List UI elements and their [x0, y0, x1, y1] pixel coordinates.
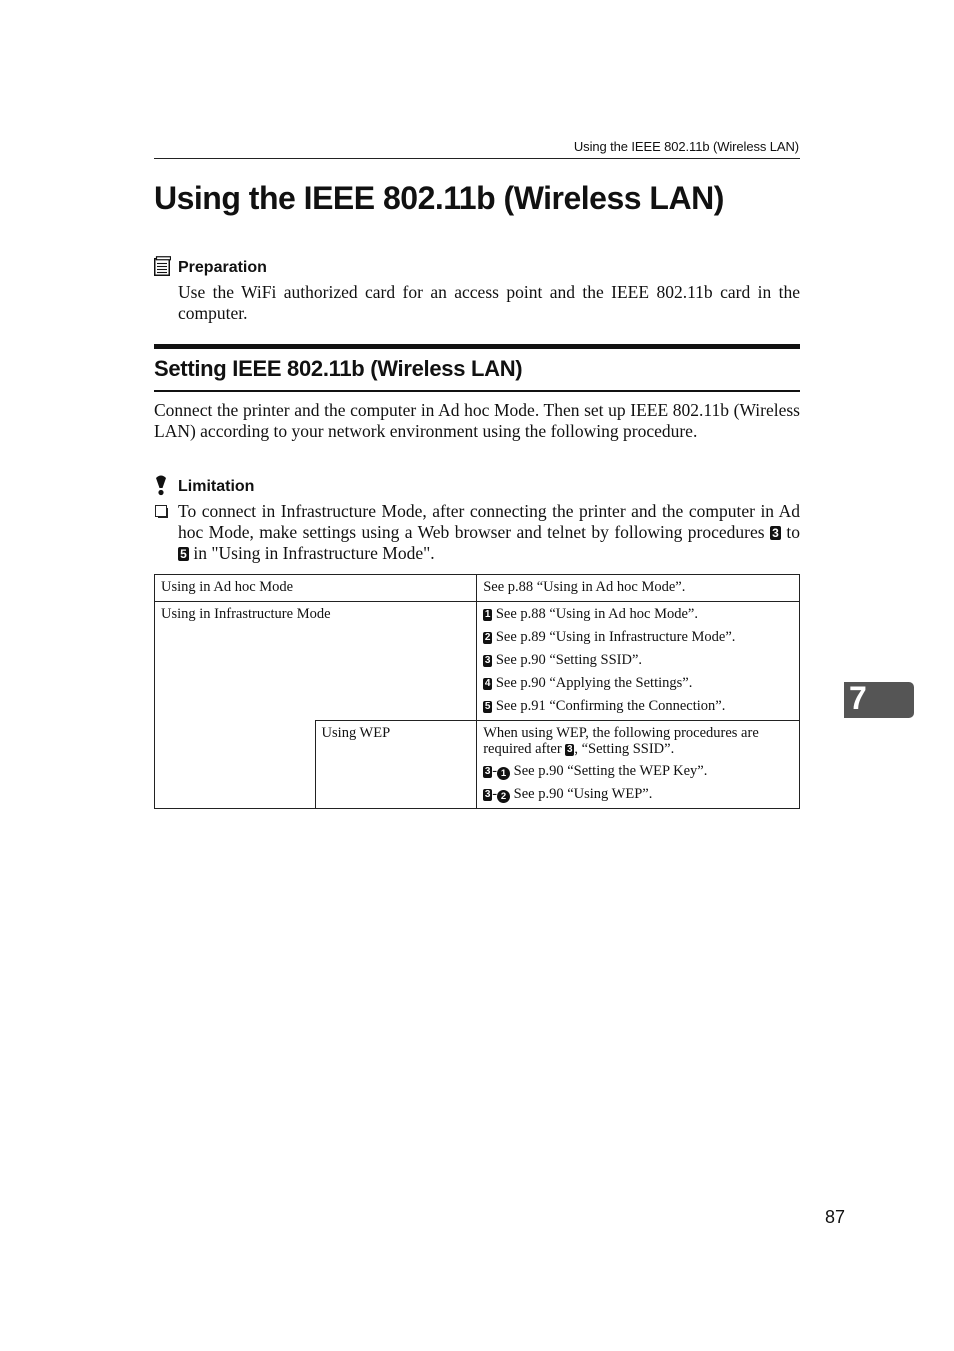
section-top-rule: [154, 344, 800, 349]
step-number-badge: 3: [484, 766, 491, 777]
step-text: See p.89 “Using in Infrastructure Mode”.: [495, 629, 736, 645]
page-number: 87: [825, 1207, 846, 1227]
wep-intro-part1: When using WEP, the following procedures are required after: [483, 725, 759, 757]
step-text: See p.90 “Setting SSID”.: [495, 652, 643, 668]
header-rule: [154, 158, 800, 159]
step-number-badge: 3: [484, 789, 491, 800]
step-text: See p.90 “Applying the Settings”.: [495, 675, 693, 691]
page-title: Using the IEEE 802.11b (Wireless LAN): [154, 180, 724, 216]
step-line: [483, 606, 793, 623]
reference-table: [154, 574, 800, 809]
table-row: [155, 575, 800, 602]
row-reference: See p.88 “Using in Ad hoc Mode”.: [477, 575, 800, 602]
row-steps: [477, 602, 800, 721]
wep-intro-part2: , “Setting SSID”.: [574, 741, 675, 757]
step-text: See p.88 “Using in Ad hoc Mode”.: [495, 606, 698, 622]
note-icon: [154, 256, 171, 276]
limitation-text-part2: to: [786, 522, 800, 542]
substep-number-badge: 2: [497, 790, 510, 803]
step-line: 3 - 2 See p.90 “Using WEP”.: [484, 786, 653, 802]
step-number-badge: 1: [484, 609, 491, 620]
limitation-text-part1: To connect in Infrastructure Mode, after connecting the printer and the computer in Ad hoc Mode, make settings using a Web browser and telnet by following procedures: [178, 501, 800, 542]
limitation-text: [178, 501, 800, 564]
row-sublabel: Using WEP: [315, 721, 477, 809]
row-wep-steps: [477, 721, 800, 809]
step-line: [483, 652, 793, 669]
limitation-label: Limitation: [178, 478, 255, 495]
preparation-text: Use the WiFi authorized card for an access point and the IEEE 802.11b card in the computer.: [178, 282, 800, 323]
section-heading: Setting IEEE 802.11b (Wireless LAN): [154, 356, 523, 381]
table-row: [155, 721, 800, 809]
step-text: See p.90 “Setting the WEP Key”.: [513, 763, 708, 779]
section-body: Connect the printer and the computer in Ad hoc Mode. Then set up IEEE 802.11b (Wireless LAN) according to your network environment using the following procedure.: [154, 400, 800, 442]
step-line: [483, 629, 793, 646]
checkbox-bullet: [155, 505, 167, 517]
step-number-badge: 5: [484, 701, 491, 712]
chapter-tab: [844, 682, 914, 718]
limitation-text-part3: in "Using in Infrastructure Mode".: [193, 543, 435, 563]
step-text: See p.91 “Confirming the Connection”.: [495, 698, 726, 714]
row-label: Using in Ad hoc Mode: [155, 575, 477, 602]
step-number-badge: 3: [484, 655, 491, 666]
table-row: [155, 602, 800, 721]
chapter-number: 7: [849, 680, 867, 716]
step-number-badge: 3: [770, 526, 781, 540]
step-number-badge: 5: [178, 547, 189, 561]
step-line: [483, 698, 793, 715]
step-number-badge: 3: [567, 744, 573, 755]
step-text: See p.90 “Using WEP”.: [513, 786, 653, 802]
substep-number-badge: 1: [497, 767, 510, 780]
exclamation-icon: [154, 474, 168, 496]
row-label: Using in Infrastructure Mode: [155, 602, 477, 721]
step-number-badge: 4: [484, 678, 491, 689]
blank-cell: [155, 721, 316, 809]
section-underline: [154, 390, 800, 392]
wep-intro: [483, 725, 793, 757]
step-line: [483, 675, 793, 692]
step-line: 3 - 1 See p.90 “Setting the WEP Key”.: [484, 763, 708, 779]
running-head: Using the IEEE 802.11b (Wireless LAN): [573, 139, 799, 154]
preparation-label: Preparation: [178, 259, 267, 276]
step-number-badge: 2: [484, 632, 491, 643]
